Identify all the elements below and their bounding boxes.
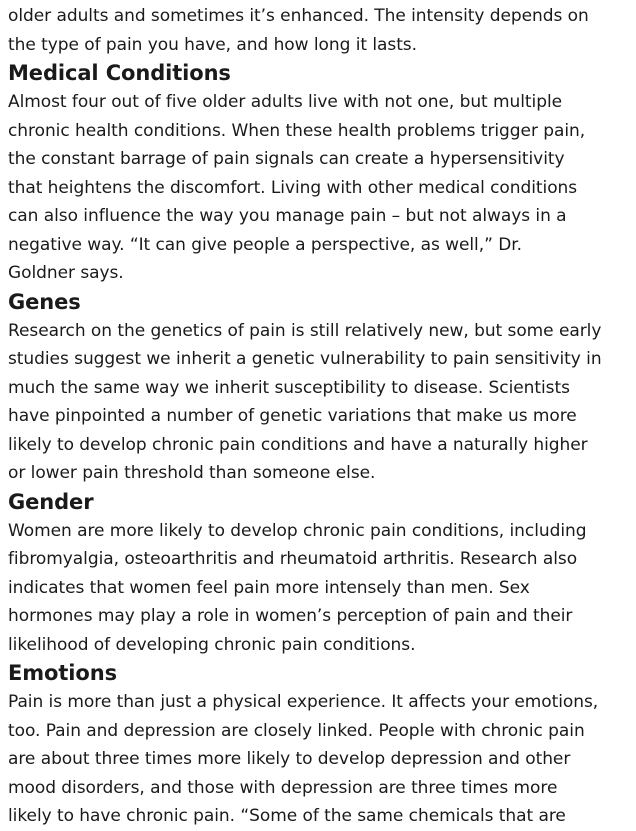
genes-paragraph xyxy=(8,317,632,488)
heading-gender: Gender xyxy=(8,489,94,514)
text-line: much the same way we inherit susceptibility to disease. Scientists xyxy=(8,377,570,398)
text-line: indicates that women feel pain more intensely than men. Sex xyxy=(8,577,530,598)
text-line: can also influence the way you manage pain – but not always in a xyxy=(8,206,567,226)
text-line: likelihood of developing chronic pain conditions. xyxy=(8,634,416,655)
text-line: are about three times more likely to develop depression and other xyxy=(8,749,571,769)
text-line: studies suggest we inherit a genetic vulnerability to pain sensitivity in xyxy=(8,349,602,369)
heading-medical-conditions: Medical Conditions xyxy=(8,61,231,85)
emotions-paragraph xyxy=(8,688,632,831)
text-line: the type of pain you have, and how long it lasts. xyxy=(8,34,417,55)
text-line: the constant barrage of pain signals can create a hypersensitivity xyxy=(8,149,565,169)
heading-emotions: Emotions xyxy=(8,661,117,685)
text-line: likely to have chronic pain. “Some of the same chemicals that are xyxy=(8,806,566,826)
heading-genes: Genes xyxy=(8,289,81,314)
text-line: older adults and sometimes it’s enhanced. The intensity depends on xyxy=(8,6,589,26)
text-line: that heightens the discomfort. Living with other medical conditions xyxy=(8,177,578,198)
medical-conditions-paragraph xyxy=(8,88,632,288)
text-line: Almost four out of five older adults live with not one, but multiple xyxy=(8,92,563,112)
text-line: hormones may play a role in women’s perception of pain and their xyxy=(8,606,573,626)
text-line: Goldner says. xyxy=(8,263,124,283)
text-line: Research on the genetics of pain is still relatively new, but some early xyxy=(8,320,602,341)
text-line: Women are more likely to develop chronic pain conditions, including xyxy=(8,520,587,541)
article-body xyxy=(8,2,632,831)
text-line: have pinpointed a number of genetic variations that make us more xyxy=(8,406,577,426)
text-line: Pain is more than just a physical experience. It affects your emotions, xyxy=(8,692,599,712)
text-line: or lower pain threshold than someone else. xyxy=(8,463,376,483)
gender-paragraph xyxy=(8,517,632,660)
text-line: likely to develop chronic pain conditions and have a naturally higher xyxy=(8,434,588,455)
text-line: chronic health conditions. When these health problems trigger pain, xyxy=(8,120,586,141)
text-line: negative way. “It can give people a perspective, as well,” Dr. xyxy=(8,234,522,255)
text-line: mood disorders, and those with depression are three times more xyxy=(8,777,558,798)
intro-paragraph xyxy=(8,2,632,59)
text-line: too. Pain and depression are closely linked. People with chronic pain xyxy=(8,720,585,741)
text-line: fibromyalgia, osteoarthritis and rheumatoid arthritis. Research also xyxy=(8,549,578,569)
